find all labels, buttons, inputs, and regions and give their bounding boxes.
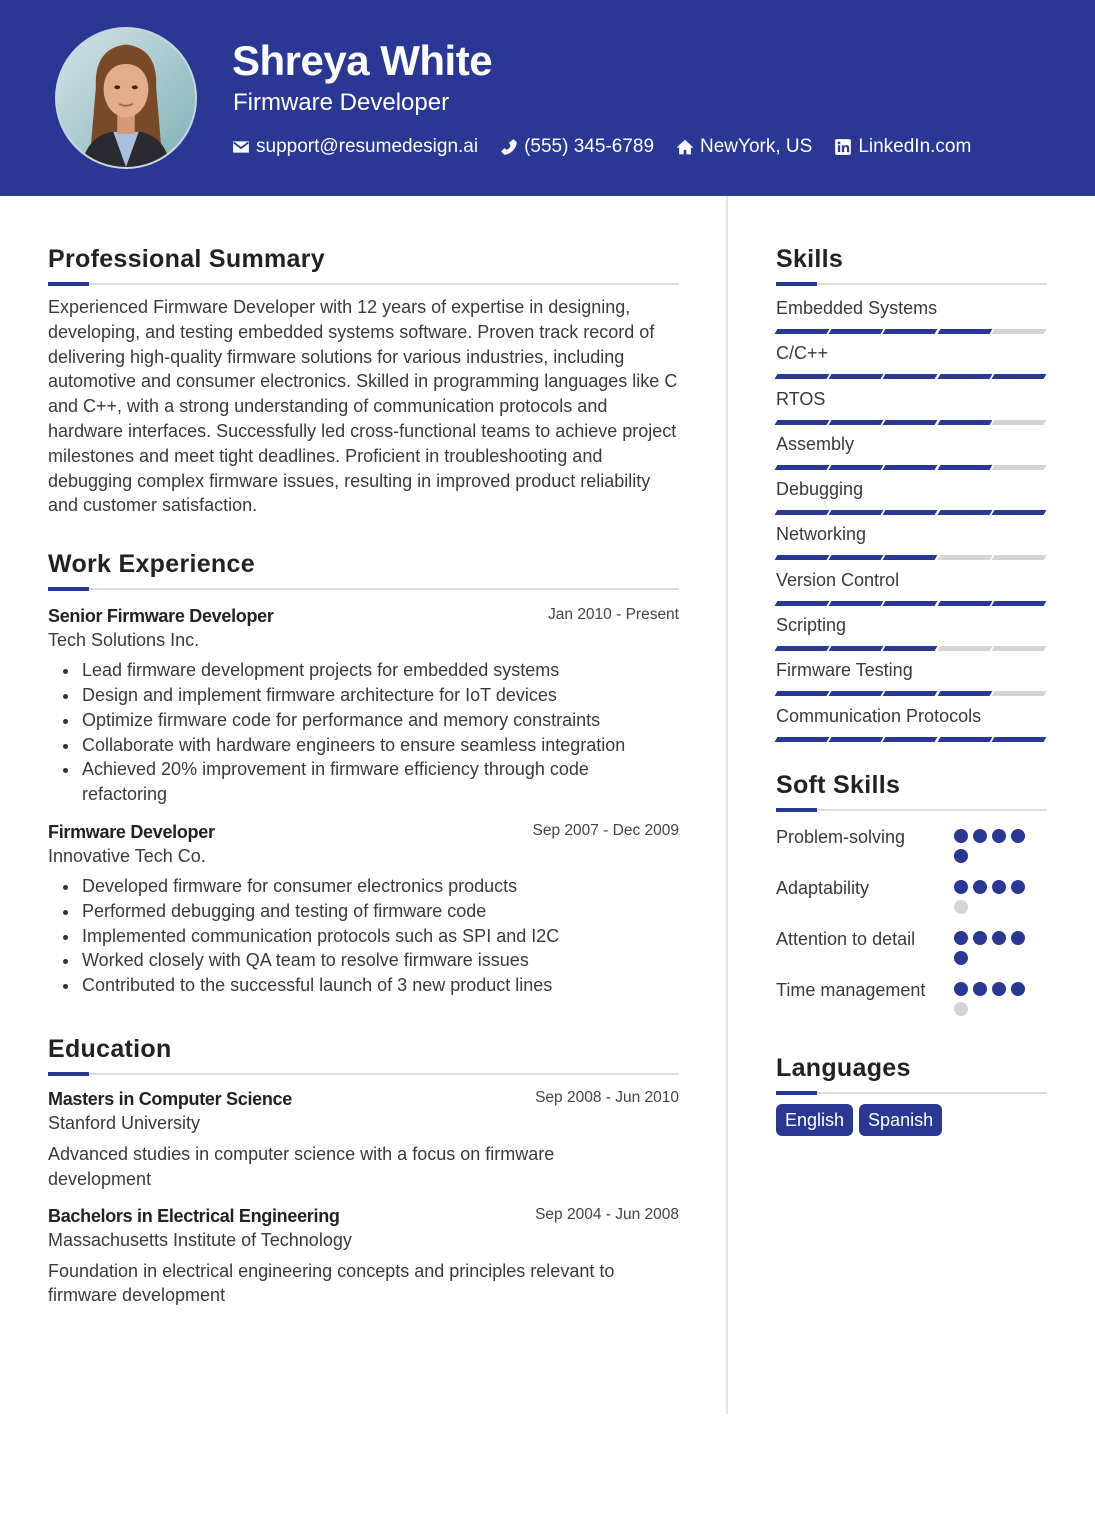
language-tag: Spanish [859,1104,942,1136]
level-segment-filled [937,374,992,379]
job-bullet: Optimize firmware code for performance and memory constraints [60,708,679,733]
level-segment-empty [937,646,992,651]
skill-level-bar [776,329,1047,334]
experience-section [48,545,679,998]
level-segment-filled [775,329,830,334]
soft-skill-name: Problem-solving [776,826,906,847]
level-segment-filled [829,691,884,696]
level-segment-empty [991,465,1046,470]
education-description: Foundation in electrical engineering concepts and principles relevant to firmware development [48,1260,615,1306]
soft-skill-item [776,927,1047,971]
home-icon [676,138,694,156]
education-date: Sep 2008 - Jun 2010 [535,1088,679,1106]
degree: Bachelors in Electrical Engineering [48,1205,340,1226]
rating-dot-filled [954,982,968,996]
rating-dot-filled [1011,931,1025,945]
resume-header [0,0,1095,196]
skill-name: Networking [776,524,867,545]
level-segment-filled [991,737,1046,742]
job-entry [48,604,679,807]
job-bullet: Developed firmware for consumer electronics products [60,874,679,899]
skill-name: RTOS [776,388,826,409]
skill-name: Scripting [776,615,847,636]
skill-item [776,567,1047,612]
rating-dot-filled [954,951,968,965]
job-bullet: Contributed to the successful launch of 3 new product lines [60,973,679,998]
summary-text: Experienced Firmware Developer with 12 years of expertise in designing, developing, and testing embedded systems software. Proven track record of delivering high-quality firmware solutions for various industries, including automotive and consumer electronics. Skilled in programming languages like C and C++, with a strong understanding of communication protocols and hardware interfaces. Successfully led cross-functional teams to achieve project milestones and meet tight deadlines. Proficient in troubleshooting and debugging complex firmware issues, resulting in improved product reliability and customer satisfaction. [48,297,678,516]
rating-dot-empty [954,900,968,914]
rating-dot-empty [954,1002,968,1016]
level-segment-filled [829,646,884,651]
school: Stanford University [48,1112,201,1133]
section-heading: Languages [776,1053,911,1082]
job-date: Jan 2010 - Present [548,606,679,624]
linkedin-text: LinkedIn.com [858,136,972,157]
skill-item [776,703,1047,748]
rating-dot-filled [973,982,987,996]
skill-name: Assembly [776,433,855,454]
section-heading: Skills [776,245,844,273]
level-segment-filled [937,510,992,515]
level-segment-filled [829,420,884,425]
candidate-name: Shreya White [232,37,493,84]
education-description: Advanced studies in computer science with a focus on firmware development [48,1143,555,1189]
rating-dot-filled [1011,880,1025,894]
skill-item [776,521,1047,566]
education-entry [48,1204,679,1309]
job-company: Tech Solutions Inc. [48,630,200,651]
level-segment-filled [775,465,830,470]
job-bullets [48,658,679,807]
job-bullet: Lead firmware development projects for embedded systems [60,658,679,683]
email-text: support@resumedesign.ai [256,136,479,157]
soft-skill-rating [954,825,1034,869]
level-segment-filled [775,737,830,742]
level-segment-filled [883,555,938,560]
level-segment-filled [937,465,992,470]
skills-section [776,240,1047,748]
skill-level-bar [776,646,1047,651]
level-segment-filled [775,691,830,696]
rating-dot-filled [954,931,968,945]
section-rule [48,283,679,285]
level-segment-filled [937,737,992,742]
school: Massachusetts Institute of Technology [48,1229,352,1250]
skill-level-bar [776,374,1047,379]
level-segment-filled [937,691,992,696]
level-segment-empty [991,329,1046,334]
contact-phone[interactable] [500,136,654,158]
section-rule [48,588,679,590]
job-entry [48,820,679,998]
skill-level-bar [776,601,1047,606]
job-role: Senior Firmware Developer [48,606,274,627]
level-segment-empty [991,646,1046,651]
rating-dot-filled [992,931,1006,945]
summary-section [48,240,679,518]
skill-item [776,386,1047,431]
level-segment-filled [775,374,830,379]
side-column [776,240,1047,1136]
job-bullets [48,874,679,998]
rating-dot-filled [992,829,1006,843]
soft-skill-name: Attention to detail [776,928,916,949]
profile-photo [55,27,197,169]
skill-level-bar [776,510,1047,515]
level-segment-filled [937,329,992,334]
job-date: Sep 2007 - Dec 2009 [532,821,679,839]
skill-name: Version Control [776,569,900,590]
section-rule [776,809,1047,811]
level-segment-filled [829,374,884,379]
envelope-icon [232,138,250,156]
rating-dot-filled [992,880,1006,894]
level-segment-filled [883,420,938,425]
level-segment-filled [937,601,992,606]
main-column [48,240,679,1308]
location-text: NewYork, US [700,136,813,157]
level-segment-filled [937,420,992,425]
skills-list [776,295,1047,748]
skill-item [776,612,1047,657]
level-segment-filled [829,601,884,606]
level-segment-filled [991,510,1046,515]
level-segment-filled [991,374,1046,379]
rating-dot-filled [954,849,968,863]
soft-skill-rating [954,876,1034,920]
section-rule [776,1092,1047,1094]
column-divider [726,196,728,1414]
rating-dot-filled [954,880,968,894]
contact-linkedin[interactable] [834,136,971,158]
soft-skill-rating [954,978,1034,1022]
level-segment-filled [883,646,938,651]
soft-skill-item [776,978,1047,1022]
soft-skill-item [776,825,1047,869]
level-segment-empty [937,555,992,560]
skill-name: Debugging [776,479,864,500]
skill-level-bar [776,420,1047,425]
level-segment-empty [991,420,1046,425]
level-segment-filled [991,601,1046,606]
level-segment-empty [991,691,1046,696]
level-segment-filled [829,737,884,742]
level-segment-filled [829,510,884,515]
education-entry [48,1087,679,1192]
section-heading: Education [48,1034,172,1063]
job-bullet: Design and implement firmware architecture for IoT devices [60,683,679,708]
soft-skills-section [776,766,1047,1022]
avatar-illustration [57,29,195,167]
candidate-title: Firmware Developer [233,89,450,116]
soft-skill-rating [954,927,1034,971]
skill-level-bar [776,555,1047,560]
skill-name: Embedded Systems [776,298,938,318]
degree: Masters in Computer Science [48,1088,292,1109]
skill-name: Communication Protocols [776,705,982,726]
job-bullet: Achieved 20% improvement in firmware efficiency through code refactoring [60,757,679,807]
rating-dot-filled [1011,982,1025,996]
job-bullet: Implemented communication protocols such as SPI and I2C [60,924,679,949]
contact-location [676,136,812,158]
linkedin-icon [834,138,852,156]
level-segment-filled [775,420,830,425]
rating-dot-filled [973,931,987,945]
job-bullet: Collaborate with hardware engineers to ensure seamless integration [60,733,679,758]
job-bullet: Performed debugging and testing of firmware code [60,899,679,924]
languages-section [776,1049,1047,1136]
skill-item [776,340,1047,385]
language-tag: English [776,1104,853,1136]
level-segment-filled [829,555,884,560]
level-segment-filled [775,555,830,560]
section-rule [776,283,1047,285]
education-date: Sep 2004 - Jun 2008 [535,1205,679,1223]
level-segment-filled [829,329,884,334]
skill-level-bar [776,465,1047,470]
level-segment-filled [883,329,938,334]
level-segment-filled [883,510,938,515]
skill-name: Firmware Testing [776,660,913,681]
skill-item [776,295,1047,340]
contact-bar [232,134,993,160]
soft-skill-name: Time management [776,979,926,1000]
level-segment-filled [883,465,938,470]
level-segment-empty [991,555,1046,560]
soft-skill-name: Adaptability [776,877,870,898]
level-segment-filled [883,691,938,696]
level-segment-filled [883,737,938,742]
level-segment-filled [829,465,884,470]
skill-item [776,657,1047,702]
level-segment-filled [775,510,830,515]
contact-email[interactable] [232,136,478,158]
soft-skill-item [776,876,1047,920]
job-role: Firmware Developer [48,821,215,842]
rating-dot-filled [992,982,1006,996]
section-heading: Soft Skills [776,770,901,799]
skill-level-bar [776,691,1047,696]
level-segment-filled [775,646,830,651]
skill-level-bar [776,737,1047,742]
rating-dot-filled [954,829,968,843]
rating-dot-filled [973,880,987,894]
job-company: Innovative Tech Co. [48,845,206,866]
soft-skills-list [776,825,1047,1022]
level-segment-filled [883,601,938,606]
rating-dot-filled [1011,829,1025,843]
section-heading: Professional Summary [48,245,325,273]
section-rule [48,1073,679,1075]
phone-text: (555) 345-6789 [524,136,655,157]
level-segment-filled [775,601,830,606]
education-section [48,1030,679,1308]
job-bullet: Worked closely with QA team to resolve firmware issues [60,948,679,973]
skill-name: C/C++ [776,343,829,364]
skill-item [776,431,1047,476]
phone-icon [500,138,518,156]
skill-item [776,476,1047,521]
rating-dot-filled [973,829,987,843]
section-heading: Work Experience [48,550,255,579]
language-list [776,1104,1047,1136]
level-segment-filled [883,374,938,379]
